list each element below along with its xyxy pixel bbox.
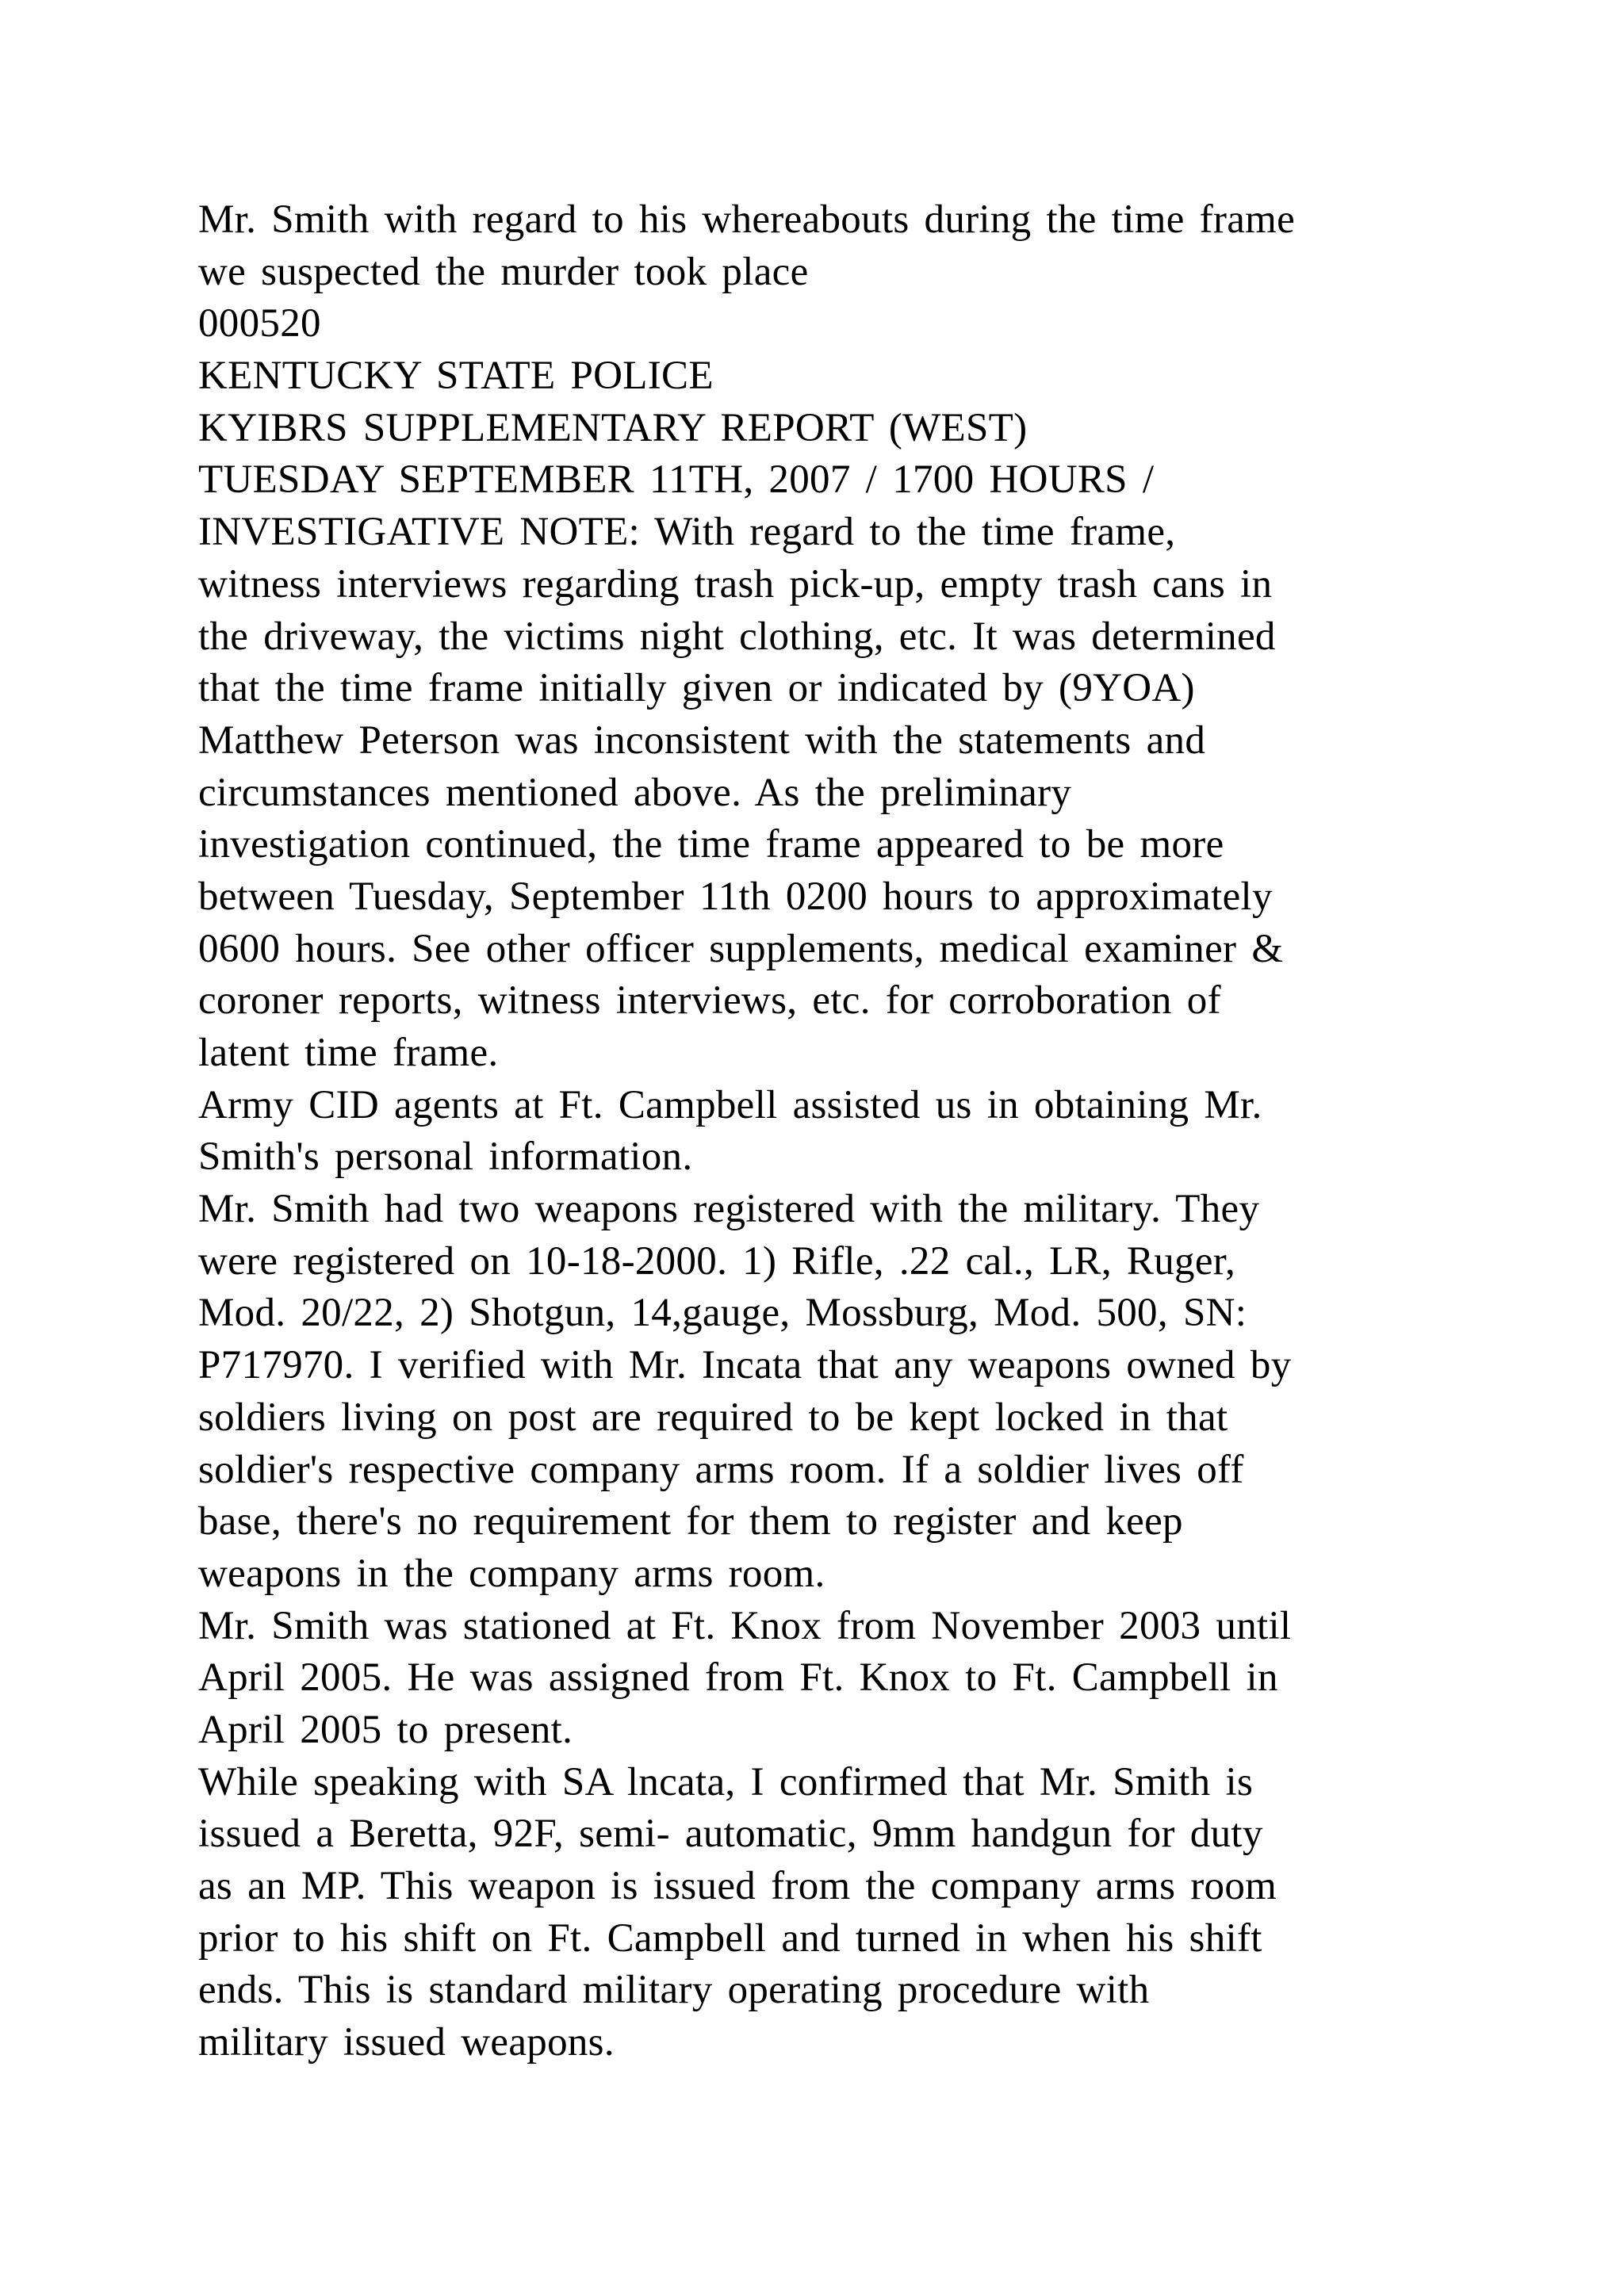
text-line-22: Mod. 20/22, 2) Shotgun, 14,gauge, Mossburg, Mod. 500, SN: (198, 1291, 1247, 1336)
text-line-27: weapons in the company arms room. (198, 1551, 825, 1596)
text-line-21: were registered on 10-18-2000. 1) Rifle, .22 cal., LR, Ruger, (198, 1238, 1236, 1284)
text-line-13: investigation continued, the time frame appeared to be more (198, 822, 1224, 867)
text-line-15: 0600 hours. See other officer supplements, medical examiner & (198, 926, 1284, 971)
text-line-28: Mr. Smith was stationed at Ft. Knox from November 2003 until (198, 1603, 1292, 1648)
page-number: 000520 (198, 301, 321, 346)
text-line-35: ends. This is standard military operating procedure with (198, 1968, 1150, 2013)
agency-heading: KENTUCKY STATE POLICE (198, 354, 714, 399)
text-line-14: between Tuesday, September 11th 0200 hours to approximately (198, 874, 1273, 919)
text-line-8: witness interviews regarding trash pick-up, empty trash cans in (198, 561, 1273, 607)
text-line-1: Mr. Smith with regard to his whereabouts during the time frame (198, 197, 1296, 242)
text-line-31: While speaking with SA lncata, I confirmed that Mr. Smith is (198, 1759, 1254, 1804)
text-line-23: P717970. I verified with Mr. Incata that any weapons owned by (198, 1343, 1292, 1388)
text-line-18: Army CID agents at Ft. Campbell assisted us in obtaining Mr. (198, 1082, 1262, 1127)
text-line-24: soldiers living on post are required to be kept locked in that (198, 1395, 1228, 1440)
text-line-7: INVESTIGATIVE NOTE: With regard to the time frame, (198, 510, 1176, 555)
text-line-25: soldier's respective company arms room. If a soldier lives off (198, 1447, 1244, 1492)
report-text (198, 194, 1435, 2069)
text-line-10: that the time frame initially given or indicated by (9YOA) (198, 666, 1195, 711)
text-line-11: Matthew Peterson was inconsistent with the statements and (198, 718, 1206, 763)
text-line-30: April 2005 to present. (198, 1707, 573, 1752)
text-line-29: April 2005. He was assigned from Ft. Knox to Ft. Campbell in (198, 1655, 1278, 1701)
text-line-33: as an MP. This weapon is issued from the company arms room (198, 1864, 1277, 1908)
text-line-20: Mr. Smith had two weapons registered with the military. They (198, 1187, 1260, 1232)
text-line-9: the driveway, the victims night clothing, etc. It was determined (198, 614, 1276, 659)
text-line-26: base, there's no requirement for them to register and keep (198, 1499, 1183, 1544)
report-date-line: TUESDAY SEPTEMBER 11TH, 2007 / 1700 HOURS / (198, 457, 1155, 503)
text-line-36: military issued weapons. (198, 2020, 615, 2065)
text-line-16: coroner reports, witness interviews, etc. for corroboration of (198, 978, 1221, 1024)
text-line-32: issued a Beretta, 92F, semi- automatic, 9mm handgun for duty (198, 1812, 1263, 1857)
report-title: KYIBRS SUPPLEMENTARY REPORT (WEST) (198, 405, 1028, 450)
text-line-12: circumstances mentioned above. As the preliminary (198, 770, 1072, 815)
text-line-17: latent time frame. (198, 1031, 499, 1075)
text-line-19: Smith's personal information. (198, 1135, 693, 1180)
text-line-34: prior to his shift on Ft. Campbell and turned in when his shift (198, 1915, 1262, 1961)
text-line-2: we suspected the murder took place (198, 249, 809, 294)
